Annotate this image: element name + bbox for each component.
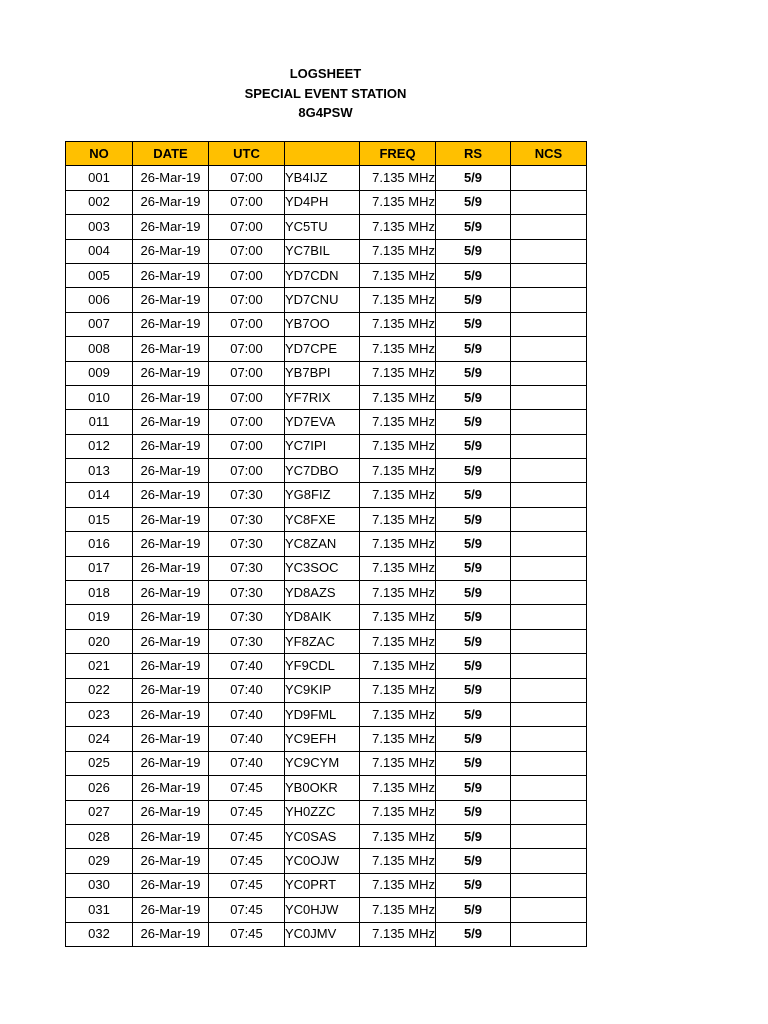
cell-rs: 5/9 (436, 263, 511, 287)
cell-freq: 7.135 MHz (360, 849, 436, 873)
cell-rs: 5/9 (436, 312, 511, 336)
cell-utc: 07:45 (209, 824, 285, 848)
table-row (66, 239, 587, 263)
cell-date: 26-Mar-19 (133, 556, 209, 580)
cell-rs: 5/9 (436, 605, 511, 629)
cell-ncs (511, 361, 587, 385)
cell-callsign: YF9CDL (285, 654, 360, 678)
cell-callsign: YC3SOC (285, 556, 360, 580)
cell-utc: 07:30 (209, 483, 285, 507)
cell-utc: 07:00 (209, 263, 285, 287)
cell-utc: 07:30 (209, 629, 285, 653)
cell-date: 26-Mar-19 (133, 678, 209, 702)
cell-ncs (511, 532, 587, 556)
cell-utc: 07:40 (209, 751, 285, 775)
document-subtitle: SPECIAL EVENT STATION (244, 85, 407, 101)
cell-utc: 07:30 (209, 556, 285, 580)
table-row (66, 898, 587, 922)
cell-utc: 07:45 (209, 849, 285, 873)
cell-ncs (511, 434, 587, 458)
cell-date: 26-Mar-19 (133, 629, 209, 653)
cell-utc: 07:40 (209, 702, 285, 726)
cell-callsign: YC7BIL (285, 239, 360, 263)
table-row (66, 727, 587, 751)
cell-ncs (511, 898, 587, 922)
cell-rs: 5/9 (436, 337, 511, 361)
cell-freq: 7.135 MHz (360, 873, 436, 897)
cell-no: 012 (66, 434, 133, 458)
cell-no: 015 (66, 507, 133, 531)
cell-ncs (511, 849, 587, 873)
cell-date: 26-Mar-19 (133, 727, 209, 751)
cell-ncs (511, 507, 587, 531)
cell-ncs (511, 605, 587, 629)
table-row (66, 361, 587, 385)
cell-date: 26-Mar-19 (133, 507, 209, 531)
cell-rs: 5/9 (436, 898, 511, 922)
cell-callsign: YB4IJZ (285, 166, 360, 190)
cell-callsign: YF7RIX (285, 385, 360, 409)
cell-no: 028 (66, 824, 133, 848)
cell-utc: 07:45 (209, 800, 285, 824)
cell-utc: 07:00 (209, 288, 285, 312)
cell-no: 019 (66, 605, 133, 629)
cell-rs: 5/9 (436, 483, 511, 507)
table-header-row (66, 142, 587, 166)
cell-ncs (511, 459, 587, 483)
cell-utc: 07:40 (209, 678, 285, 702)
cell-rs: 5/9 (436, 581, 511, 605)
cell-rs: 5/9 (436, 385, 511, 409)
cell-rs: 5/9 (436, 459, 511, 483)
cell-freq: 7.135 MHz (360, 410, 436, 434)
cell-rs: 5/9 (436, 776, 511, 800)
cell-utc: 07:00 (209, 361, 285, 385)
table-row (66, 410, 587, 434)
cell-date: 26-Mar-19 (133, 288, 209, 312)
cell-utc: 07:00 (209, 410, 285, 434)
table-row (66, 288, 587, 312)
cell-no: 013 (66, 459, 133, 483)
cell-rs: 5/9 (436, 434, 511, 458)
table-row (66, 654, 587, 678)
table-row (66, 532, 587, 556)
cell-date: 26-Mar-19 (133, 702, 209, 726)
cell-freq: 7.135 MHz (360, 532, 436, 556)
table-row (66, 556, 587, 580)
cell-rs: 5/9 (436, 166, 511, 190)
cell-ncs (511, 776, 587, 800)
column-header-freq: FREQ (360, 142, 436, 166)
cell-rs: 5/9 (436, 727, 511, 751)
cell-ncs (511, 556, 587, 580)
cell-utc: 07:00 (209, 434, 285, 458)
table-row (66, 849, 587, 873)
cell-ncs (511, 288, 587, 312)
cell-rs: 5/9 (436, 751, 511, 775)
cell-date: 26-Mar-19 (133, 361, 209, 385)
table-row (66, 605, 587, 629)
cell-callsign: YC8ZAN (285, 532, 360, 556)
cell-utc: 07:00 (209, 459, 285, 483)
cell-ncs (511, 654, 587, 678)
cell-callsign: YG8FIZ (285, 483, 360, 507)
table-row (66, 629, 587, 653)
cell-callsign: YD7CNU (285, 288, 360, 312)
cell-no: 009 (66, 361, 133, 385)
cell-freq: 7.135 MHz (360, 288, 436, 312)
cell-ncs (511, 410, 587, 434)
cell-utc: 07:30 (209, 581, 285, 605)
cell-freq: 7.135 MHz (360, 385, 436, 409)
table-row (66, 337, 587, 361)
cell-no: 005 (66, 263, 133, 287)
cell-callsign: YF8ZAC (285, 629, 360, 653)
cell-date: 26-Mar-19 (133, 190, 209, 214)
cell-no: 020 (66, 629, 133, 653)
cell-freq: 7.135 MHz (360, 507, 436, 531)
cell-no: 001 (66, 166, 133, 190)
cell-ncs (511, 678, 587, 702)
cell-callsign: YD8AIK (285, 605, 360, 629)
table-row (66, 922, 587, 946)
cell-no: 014 (66, 483, 133, 507)
cell-no: 008 (66, 337, 133, 361)
cell-callsign: YC0HJW (285, 898, 360, 922)
cell-no: 026 (66, 776, 133, 800)
cell-no: 011 (66, 410, 133, 434)
cell-date: 26-Mar-19 (133, 532, 209, 556)
cell-freq: 7.135 MHz (360, 702, 436, 726)
cell-rs: 5/9 (436, 873, 511, 897)
cell-ncs (511, 702, 587, 726)
cell-ncs (511, 629, 587, 653)
cell-freq: 7.135 MHz (360, 459, 436, 483)
cell-callsign: YC8FXE (285, 507, 360, 531)
cell-date: 26-Mar-19 (133, 337, 209, 361)
table-row (66, 507, 587, 531)
cell-no: 022 (66, 678, 133, 702)
cell-freq: 7.135 MHz (360, 776, 436, 800)
cell-rs: 5/9 (436, 532, 511, 556)
cell-callsign: YC0OJW (285, 849, 360, 873)
cell-freq: 7.135 MHz (360, 678, 436, 702)
cell-no: 023 (66, 702, 133, 726)
cell-freq: 7.135 MHz (360, 556, 436, 580)
cell-utc: 07:30 (209, 532, 285, 556)
cell-freq: 7.135 MHz (360, 215, 436, 239)
cell-rs: 5/9 (436, 800, 511, 824)
cell-date: 26-Mar-19 (133, 312, 209, 336)
cell-freq: 7.135 MHz (360, 629, 436, 653)
cell-freq: 7.135 MHz (360, 166, 436, 190)
cell-utc: 07:45 (209, 922, 285, 946)
cell-utc: 07:00 (209, 337, 285, 361)
table-row (66, 263, 587, 287)
cell-no: 024 (66, 727, 133, 751)
cell-rs: 5/9 (436, 922, 511, 946)
cell-no: 021 (66, 654, 133, 678)
cell-callsign: YD7EVA (285, 410, 360, 434)
cell-utc: 07:00 (209, 385, 285, 409)
cell-date: 26-Mar-19 (133, 776, 209, 800)
cell-no: 032 (66, 922, 133, 946)
column-header-date: DATE (133, 142, 209, 166)
document-header (0, 64, 651, 123)
table-row (66, 702, 587, 726)
cell-rs: 5/9 (436, 824, 511, 848)
column-header-no: NO (66, 142, 133, 166)
cell-no: 016 (66, 532, 133, 556)
cell-freq: 7.135 MHz (360, 483, 436, 507)
cell-date: 26-Mar-19 (133, 922, 209, 946)
cell-freq: 7.135 MHz (360, 898, 436, 922)
cell-utc: 07:45 (209, 776, 285, 800)
cell-utc: 07:40 (209, 654, 285, 678)
cell-freq: 7.135 MHz (360, 800, 436, 824)
cell-utc: 07:30 (209, 507, 285, 531)
cell-rs: 5/9 (436, 629, 511, 653)
cell-callsign: YD9FML (285, 702, 360, 726)
cell-no: 025 (66, 751, 133, 775)
cell-no: 018 (66, 581, 133, 605)
cell-date: 26-Mar-19 (133, 263, 209, 287)
table-row (66, 873, 587, 897)
cell-date: 26-Mar-19 (133, 459, 209, 483)
cell-ncs (511, 385, 587, 409)
table-row (66, 215, 587, 239)
cell-callsign: YD7CPE (285, 337, 360, 361)
cell-no: 003 (66, 215, 133, 239)
log-table (65, 141, 587, 947)
cell-ncs (511, 215, 587, 239)
cell-rs: 5/9 (436, 702, 511, 726)
cell-freq: 7.135 MHz (360, 922, 436, 946)
table-row (66, 312, 587, 336)
cell-date: 26-Mar-19 (133, 800, 209, 824)
cell-date: 26-Mar-19 (133, 605, 209, 629)
cell-freq: 7.135 MHz (360, 751, 436, 775)
cell-no: 031 (66, 898, 133, 922)
cell-date: 26-Mar-19 (133, 166, 209, 190)
cell-utc: 07:45 (209, 873, 285, 897)
cell-callsign: YD4PH (285, 190, 360, 214)
cell-rs: 5/9 (436, 678, 511, 702)
cell-date: 26-Mar-19 (133, 215, 209, 239)
cell-rs: 5/9 (436, 190, 511, 214)
cell-date: 26-Mar-19 (133, 873, 209, 897)
cell-callsign: YC9EFH (285, 727, 360, 751)
cell-utc: 07:00 (209, 312, 285, 336)
cell-date: 26-Mar-19 (133, 849, 209, 873)
cell-no: 029 (66, 849, 133, 873)
cell-callsign: YC9KIP (285, 678, 360, 702)
cell-callsign: YD7CDN (285, 263, 360, 287)
cell-ncs (511, 263, 587, 287)
column-header-callsign (285, 142, 360, 166)
cell-freq: 7.135 MHz (360, 605, 436, 629)
cell-ncs (511, 824, 587, 848)
table-row (66, 581, 587, 605)
cell-callsign: YC7DBO (285, 459, 360, 483)
cell-callsign: YB7BPI (285, 361, 360, 385)
cell-freq: 7.135 MHz (360, 434, 436, 458)
cell-date: 26-Mar-19 (133, 483, 209, 507)
table-row (66, 166, 587, 190)
cell-rs: 5/9 (436, 361, 511, 385)
cell-freq: 7.135 MHz (360, 654, 436, 678)
cell-no: 006 (66, 288, 133, 312)
cell-freq: 7.135 MHz (360, 337, 436, 361)
cell-utc: 07:40 (209, 727, 285, 751)
table-row (66, 800, 587, 824)
cell-rs: 5/9 (436, 239, 511, 263)
station-callsign: 8G4PSW (298, 105, 353, 120)
cell-freq: 7.135 MHz (360, 190, 436, 214)
cell-ncs (511, 190, 587, 214)
table-row (66, 751, 587, 775)
cell-utc: 07:00 (209, 239, 285, 263)
cell-ncs (511, 727, 587, 751)
cell-ncs (511, 312, 587, 336)
document-title: LOGSHEET (289, 66, 362, 81)
cell-ncs (511, 751, 587, 775)
column-header-ncs: NCS (511, 142, 587, 166)
cell-freq: 7.135 MHz (360, 361, 436, 385)
cell-callsign: YB0OKR (285, 776, 360, 800)
cell-freq: 7.135 MHz (360, 581, 436, 605)
cell-ncs (511, 166, 587, 190)
cell-rs: 5/9 (436, 288, 511, 312)
cell-freq: 7.135 MHz (360, 727, 436, 751)
cell-date: 26-Mar-19 (133, 410, 209, 434)
cell-date: 26-Mar-19 (133, 898, 209, 922)
table-row (66, 385, 587, 409)
cell-utc: 07:00 (209, 190, 285, 214)
log-table-body (66, 166, 587, 947)
cell-no: 007 (66, 312, 133, 336)
table-row (66, 190, 587, 214)
table-row (66, 434, 587, 458)
cell-freq: 7.135 MHz (360, 312, 436, 336)
cell-ncs (511, 800, 587, 824)
table-row (66, 459, 587, 483)
cell-ncs (511, 337, 587, 361)
cell-rs: 5/9 (436, 654, 511, 678)
cell-date: 26-Mar-19 (133, 434, 209, 458)
cell-ncs (511, 873, 587, 897)
cell-date: 26-Mar-19 (133, 385, 209, 409)
cell-callsign: YC0SAS (285, 824, 360, 848)
table-row (66, 824, 587, 848)
cell-date: 26-Mar-19 (133, 654, 209, 678)
cell-callsign: YC5TU (285, 215, 360, 239)
cell-date: 26-Mar-19 (133, 824, 209, 848)
cell-utc: 07:00 (209, 215, 285, 239)
cell-ncs (511, 922, 587, 946)
column-header-utc: UTC (209, 142, 285, 166)
cell-callsign: YC7IPI (285, 434, 360, 458)
cell-utc: 07:45 (209, 898, 285, 922)
cell-no: 017 (66, 556, 133, 580)
cell-callsign: YC0PRT (285, 873, 360, 897)
cell-callsign: YC9CYM (285, 751, 360, 775)
cell-callsign: YB7OO (285, 312, 360, 336)
cell-date: 26-Mar-19 (133, 581, 209, 605)
cell-ncs (511, 239, 587, 263)
cell-no: 010 (66, 385, 133, 409)
table-row (66, 776, 587, 800)
cell-utc: 07:00 (209, 166, 285, 190)
column-header-rs: RS (436, 142, 511, 166)
cell-date: 26-Mar-19 (133, 239, 209, 263)
cell-ncs (511, 483, 587, 507)
cell-freq: 7.135 MHz (360, 239, 436, 263)
cell-freq: 7.135 MHz (360, 824, 436, 848)
cell-rs: 5/9 (436, 410, 511, 434)
cell-rs: 5/9 (436, 215, 511, 239)
cell-utc: 07:30 (209, 605, 285, 629)
cell-freq: 7.135 MHz (360, 263, 436, 287)
cell-no: 030 (66, 873, 133, 897)
cell-date: 26-Mar-19 (133, 751, 209, 775)
cell-callsign: YH0ZZC (285, 800, 360, 824)
cell-no: 027 (66, 800, 133, 824)
table-row (66, 483, 587, 507)
table-row (66, 678, 587, 702)
cell-no: 004 (66, 239, 133, 263)
cell-ncs (511, 581, 587, 605)
cell-callsign: YD8AZS (285, 581, 360, 605)
cell-rs: 5/9 (436, 849, 511, 873)
cell-rs: 5/9 (436, 507, 511, 531)
cell-rs: 5/9 (436, 556, 511, 580)
cell-no: 002 (66, 190, 133, 214)
cell-callsign: YC0JMV (285, 922, 360, 946)
